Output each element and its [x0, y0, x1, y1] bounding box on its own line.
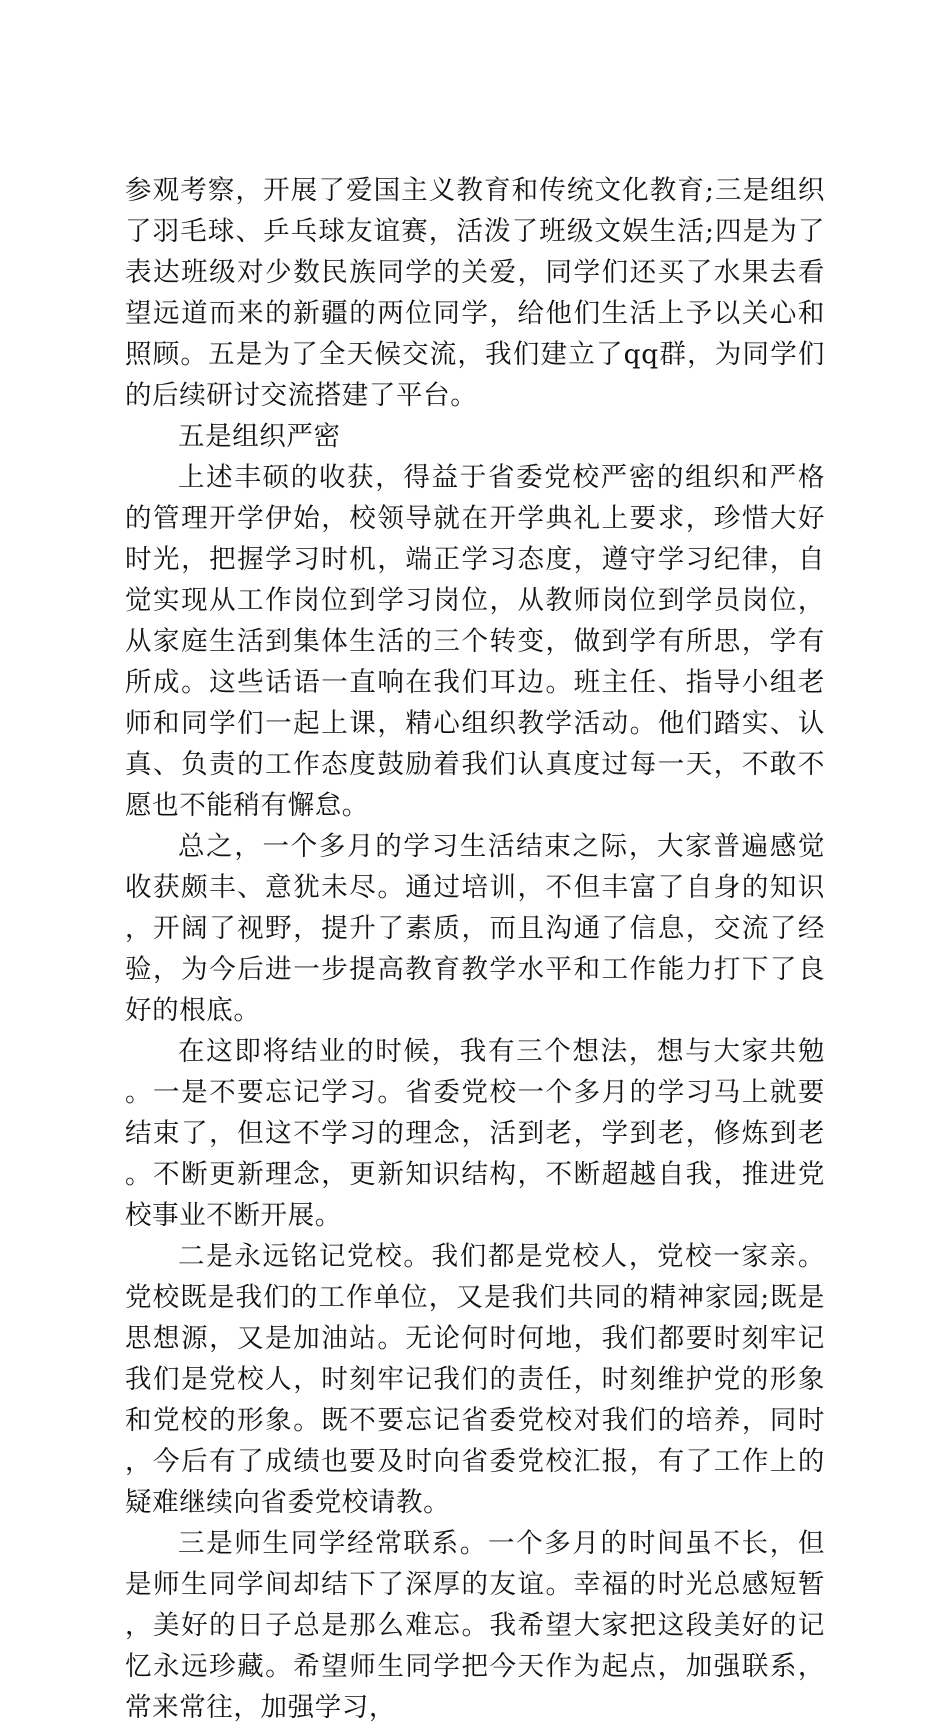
document-body — [125, 170, 825, 1728]
paragraph-summary: 总之，一个多月的学习生活结束之际，大家普遍感觉收获颇丰、意犹未尽。通过培训，不但丰富了自身的知识，开阔了视野，提升了素质，而且沟通了信息，交流了经验，为今后进一步提高教育教学水平和工作能力打下了良好的根底。 — [125, 831, 825, 1026]
paragraph-thought-one: 在这即将结业的时候，我有三个想法，想与大家共勉。一是不要忘记学习。省委党校一个多月的学习马上就要结束了，但这不学习的理念，活到老，学到老，修炼到老。不断更新理念，更新知识结构，不断超越自我，推进党校事业不断开展。 — [125, 1036, 825, 1231]
paragraph-thought-two: 二是永远铭记党校。我们都是党校人，党校一家亲。党校既是我们的工作单位，又是我们共同的精神家园;既是思想源，又是加油站。无论何时何地，我们都要时刻牢记我们是党校人，时刻牢记我们的责任，时刻维护党的形象和党校的形象。既不要忘记省委党校对我们的培养，同时，今后有了成绩也要及时向省委党校汇报，有了工作上的疑难继续向省委党校请教。 — [125, 1241, 825, 1518]
section-heading-organization: 五是组织严密 — [178, 421, 341, 452]
paragraph-activities: 参观考察，开展了爱国主义教育和传统文化教育;三是组织了羽毛球、乒乓球友谊赛，活泼了班级文娱生活;四是为了表达班级对少数民族同学的关爱，同学们还买了水果去看望远道而来的新疆的两位同学，给他们生活上予以关心和照顾。五是为了全天候交流，我们建立了qq群，为同学们的后续研讨交流搭建了平台。 — [125, 175, 825, 411]
paragraph-thought-three: 三是师生同学经常联系。一个多月的时间虽不长，但是师生同学间却结下了深厚的友谊。幸福的时光总感短暂，美好的日子总是那么难忘。我希望大家把这段美好的记忆永远珍藏。希望师生同学把今天作为起点，加强联系，常来常往，加强学习， — [125, 1528, 825, 1723]
paragraph-organization: 上述丰硕的收获，得益于省委党校严密的组织和严格的管理开学伊始，校领导就在开学典礼上要求，珍惜大好时光，把握学习时机，端正学习态度，遵守学习纪律，自觉实现从工作岗位到学习岗位，从教师岗位到学员岗位，从家庭生活到集体生活的三个转变，做到学有所思，学有所成。这些话语一直响在我们耳边。班主任、指导小组老师和同学们一起上课，精心组织教学活动。他们踏实、认真、负责的工作态度鼓励着我们认真度过每一天，不敢不愿也不能稍有懈怠。 — [125, 462, 825, 821]
